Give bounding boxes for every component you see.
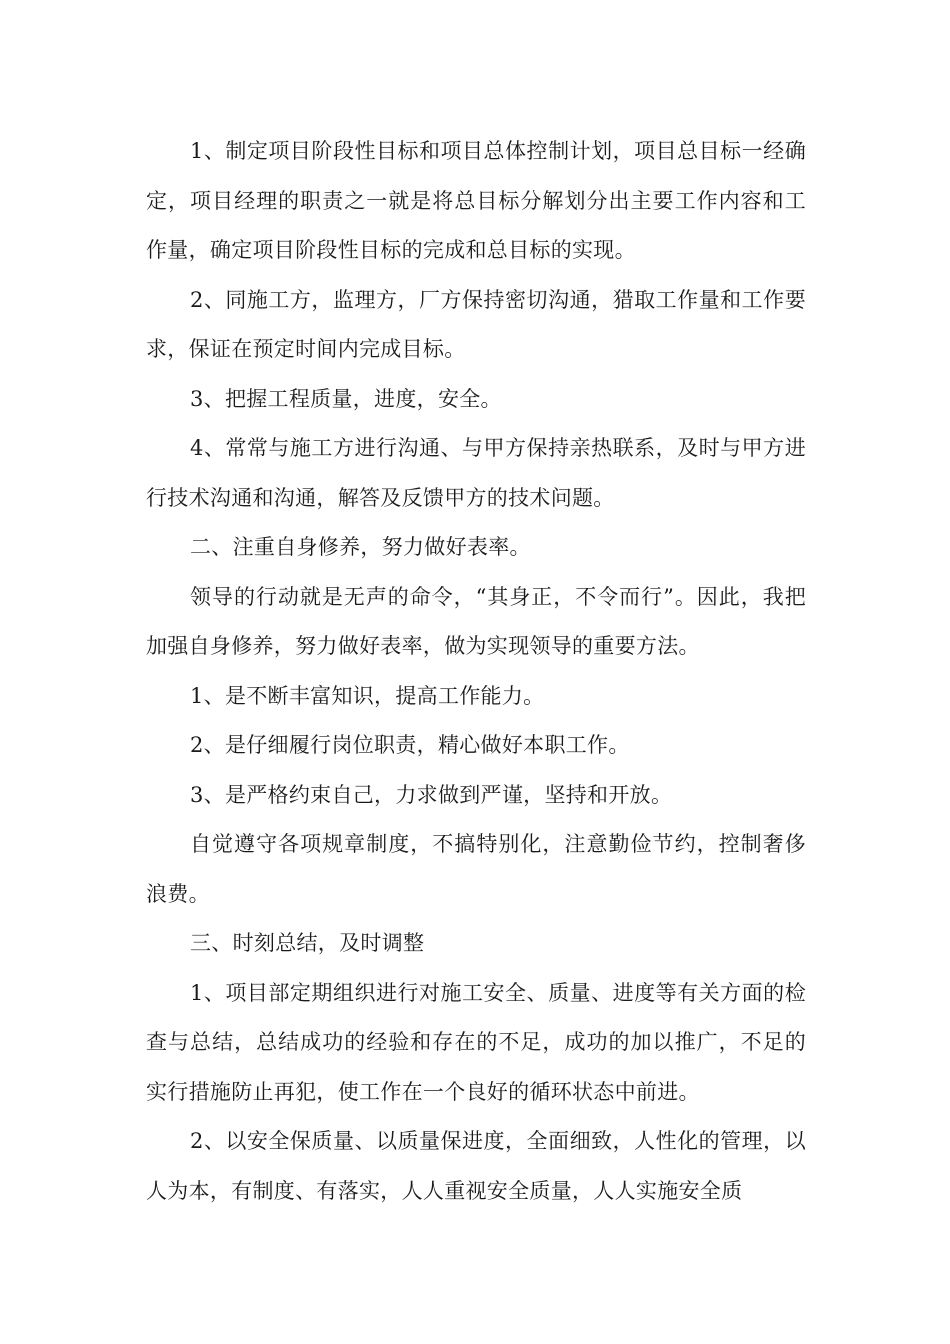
paragraph-2: 2、同施工方，监理方，厂方保持密切沟通，猎取工作量和工作要求，保证在预定时间内完成目标。 — [146, 287, 806, 361]
paragraph-1: 1、制定项目阶段性目标和项目总体控制计划，项目总目标一经确定，项目经理的职责之一就是将总目标分解划分出主要工作内容和工作量，确定项目阶段性目标的完成和总目标的实现。 — [146, 139, 806, 262]
paragraph-13: 2、以安全保质量、以质量保进度，全面细致，人性化的管理，以人为本，有制度、有落实，人人重视安全质量，人人实施安全质 — [146, 1129, 806, 1203]
paragraph-10: 自觉遵守各项规章制度，不搞特别化，注意勤俭节约，控制奢侈浪费。 — [146, 832, 806, 906]
document-page — [146, 127, 806, 1216]
paragraph-8: 2、是仔细履行岗位职责，精心做好本职工作。 — [190, 733, 630, 757]
paragraph-3: 3、把握工程质量，进度，安全。 — [190, 386, 502, 411]
paragraph-7: 1、是不断丰富知识，提高工作能力。 — [190, 683, 545, 708]
paragraph-4: 4、常常与施工方进行沟通、与甲方保持亲热联系，及时与甲方进行技术沟通和沟通，解答及反馈甲方的技术问题。 — [146, 436, 806, 510]
section-heading-2: 二、注重自身修养，努力做好表率。 — [190, 535, 531, 559]
paragraph-9: 3、是严格约束自己，力求做到严谨，坚持和开放。 — [190, 782, 673, 807]
paragraph-6: 领导的行动就是无声的命令，“其身正，不令而行”。因此，我把加强自身修养，努力做好表率，做为实现领导的重要方法。 — [146, 584, 806, 658]
section-heading-3: 三、时刻总结，及时调整 — [190, 931, 425, 955]
paragraph-12: 1、项目部定期组织进行对施工安全、质量、进度等有关方面的检查与总结，总结成功的经验和存在的不足，成功的加以推广，不足的实行措施防止再犯，使工作在一个良好的循环状态中前进。 — [146, 980, 806, 1104]
